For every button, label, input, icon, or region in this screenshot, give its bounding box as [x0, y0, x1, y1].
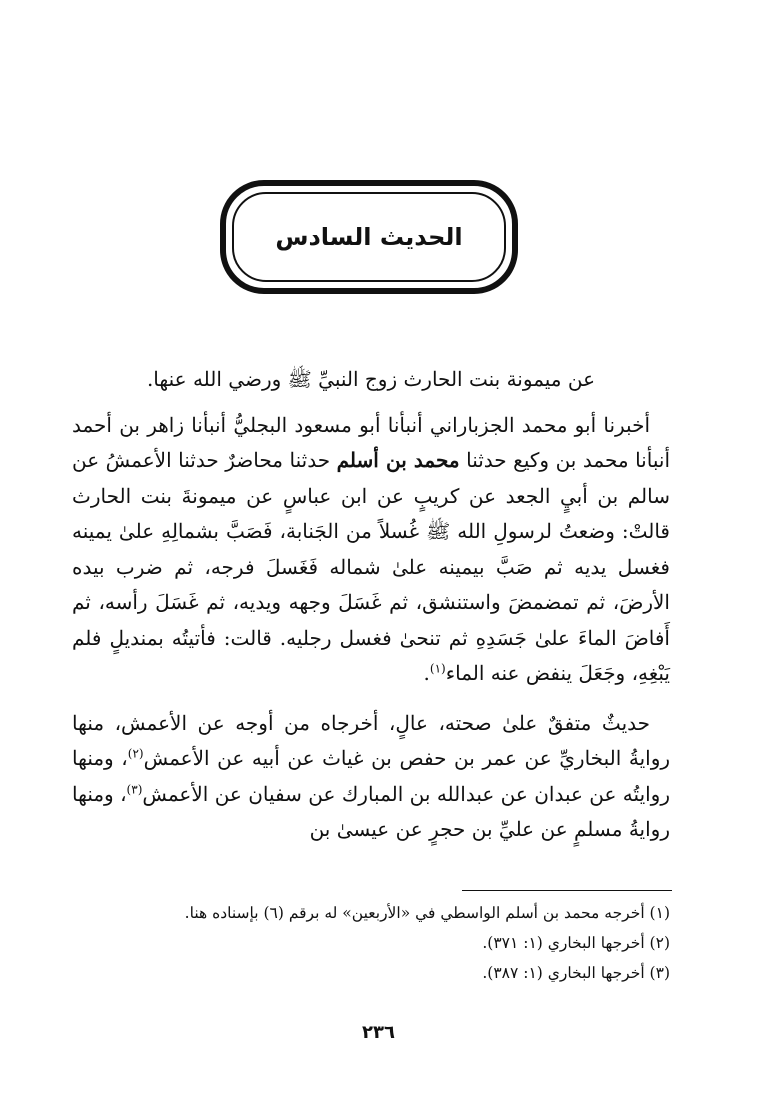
commentary-text-3: ، ومنها روايةُ مسلمٍ عن عليِّ بن حجرٍ عن عيسىٰ بن	[72, 781, 670, 841]
main-text	[72, 362, 670, 848]
intro-line: عن ميمونة بنت الحارث زوج النبيِّ ﷺ ورضي الله عنها.	[146, 367, 596, 391]
commentary-text-2: ، ومنها روايتُه عن عبدان عن عبدالله بن المبارك عن سفيان عن الأعمش	[72, 746, 671, 806]
footnote-ref-1: (١)	[429, 661, 446, 676]
page-number: ٢٣٦	[362, 1022, 395, 1043]
chapter-title: الحديث السادس	[275, 223, 463, 251]
isnad-text-2: حدثنا محاضرٌ حدثنا الأعمشُ عن سالم بن أبيٍ الجعد عن كريبٍ عن ابن عباسٍ عن ميمونةَ بنت الحارث قالتْ: وضعتُ لرسولِ الله ﷺ غُسلاً من الجَنابة، فَصَبَّ بشمالِهِ علىٰ يمينه فغسل يديه ثم صَبَّ بيمينه علىٰ شماله فَغَسلَ فرجه، ثم ضرب بيده الأرضَ، ثم تمضمضَ واستنشق، ثم غَسَلَ وجهه ويديه، ثم غَسَلَ رأسه، ثم أَفاضَ الماءَ علىٰ جَسَدِهِ ثم تنحىٰ فغسل رجليه. قالت: فأتيتُه بمنديلٍ فلم يَبْغِهِ، وجَعَلَ ينفض عنه الماء	[72, 448, 670, 685]
paragraph1-end: .	[423, 661, 430, 685]
title-frame	[220, 180, 518, 294]
footnote-1: (١) أخرجه محمد بن أسلم الواسطي في «الأربعين» له برقم (٦) بإسناده هنا.	[184, 904, 670, 922]
title-frame-inner	[232, 192, 506, 282]
isnad-text-1: أخبرنا أبو محمد الجزباراني أنبأنا أبو مسعود البجليُّ أنبأنا زاهر بن أحمد أنبأنا محمد بن وكيع حدثنا	[72, 412, 671, 472]
footnote-2: (٢) أخرجها البخاري (١: ٣٧١).	[482, 934, 670, 952]
footnotes	[80, 898, 670, 988]
footnote-divider	[462, 890, 672, 891]
footnote-ref-3: (٣)	[126, 781, 143, 796]
commentary-text-1: حديثٌ متفقٌ علىٰ صحته، عالٍ، أخرجاه من أوجه عن الأعمش، منها روايةُ البخاريِّ عن عمر بن حفص بن غياث عن أبيه عن الأعمش	[72, 710, 671, 770]
hadith-paragraph	[72, 408, 670, 692]
footnote-ref-2: (٢)	[127, 746, 144, 761]
footnote-3: (٣) أخرجها البخاري (١: ٣٨٧).	[482, 964, 670, 982]
commentary-paragraph	[72, 706, 670, 848]
narrator-name-bold: محمد بن أسلم	[336, 448, 460, 472]
